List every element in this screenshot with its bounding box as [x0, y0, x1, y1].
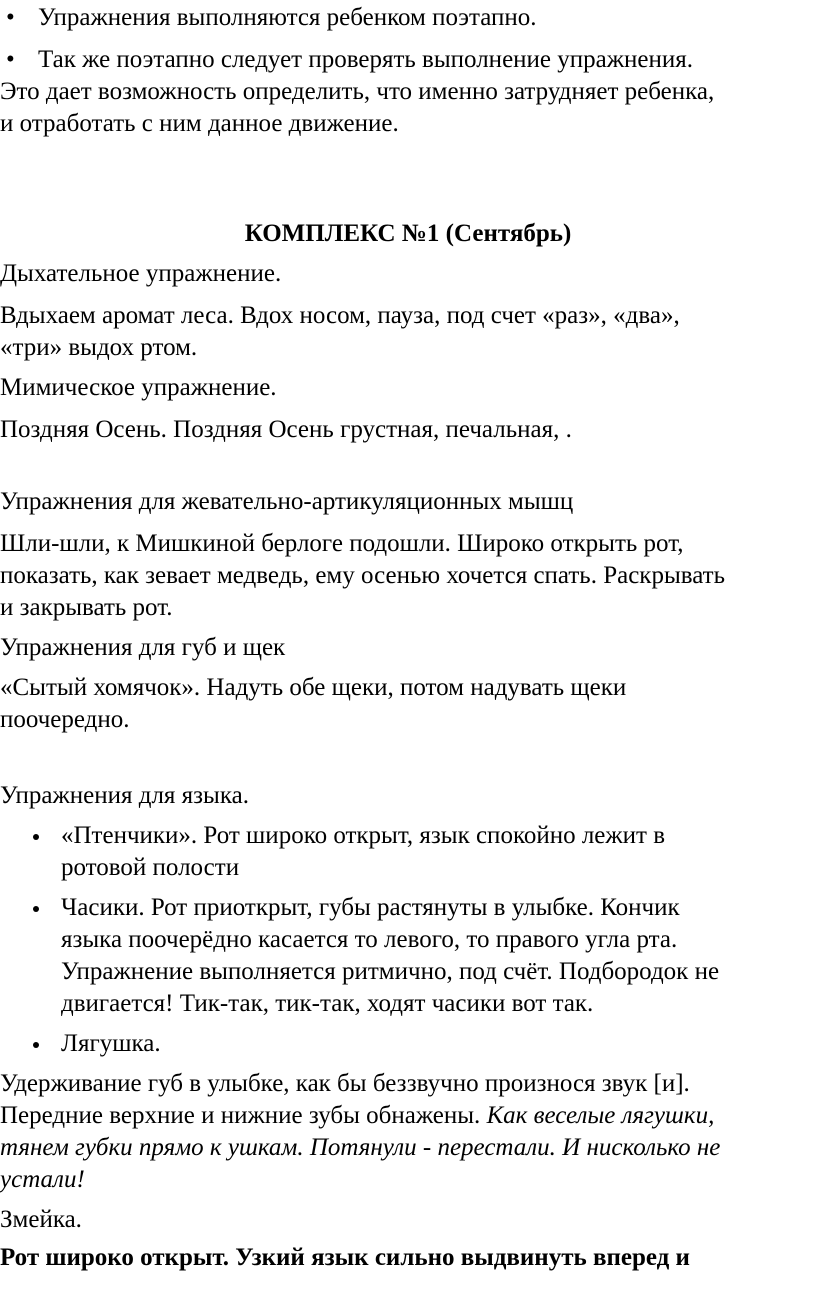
breathing-text: «три» выдох ртом.: [0, 334, 198, 361]
section-title: КОМПЛЕКС №1 (Сентябрь): [244, 220, 572, 247]
bullet-marker: •: [6, 46, 15, 73]
bullet-marker: •: [6, 4, 15, 31]
tongue-item-text: Упражнение выполняется ритмично, под счёт. Подбородок не: [61, 958, 720, 985]
tongue-item-text: языка поочерёдно касается то левого, то правого угла рта.: [61, 926, 678, 953]
bullet-dot: [33, 1042, 39, 1048]
breathing-text: Вдыхаем аромат леса. Вдох носом, пауза, под счет «раз», «два»,: [0, 302, 680, 329]
mimic-text: Поздняя Осень. Поздняя Осень грустная, печальная, .: [0, 416, 572, 443]
snake-heading: Змейка.: [0, 1206, 82, 1233]
tongue-item-text: Часики. Рот приоткрыт, губы растянуты в улыбке. Кончик: [61, 894, 680, 921]
snake-text: Рот широко открыт. Узкий язык сильно выдвинуть вперед и: [0, 1244, 690, 1271]
bullet-dot: [33, 906, 39, 912]
mimic-heading: Мимическое упражнение.: [0, 374, 277, 401]
intro-item-1: Упражнения выполняются ребенком поэтапно.: [38, 4, 537, 31]
tongue-item-text: «Птенчики». Рот широко открыт, язык спокойно лежит в: [61, 822, 666, 849]
breathing-heading: Дыхательное упражнение.: [0, 260, 282, 287]
lips-text: «Сытый хомячок». Надуть обе щеки, потом надувать щеки: [0, 674, 627, 701]
chewing-text: показать, как зевает медведь, ему осенью хочется спать. Раскрывать: [0, 562, 725, 589]
intro-item-2: Так же поэтапно следует проверять выполнение упражнения.: [38, 46, 693, 73]
chewing-text: Шли-шли, к Мишкиной берлоге подошли. Широко открыть рот,: [0, 530, 684, 557]
tongue-item-text: двигается! Тик-так, тик-так, ходят часики вот так.: [61, 990, 594, 1017]
chewing-heading: Упражнения для жевательно-артикуляционных мышц: [0, 488, 574, 515]
bullet-dot: [33, 834, 39, 840]
frog-text-italic: Как веселые лягушки,: [486, 1102, 715, 1129]
lips-text: поочередно.: [0, 706, 130, 733]
intro-item-2-continuation: Это дает возможность определить, что именно затрудняет ребенка,: [0, 78, 715, 105]
frog-text-normal: Передние верхние и нижние зубы обнажены.: [0, 1102, 487, 1129]
intro-item-2-continuation: и отработать с ним данное движение.: [0, 110, 399, 137]
frog-text-italic: устали!: [0, 1166, 85, 1193]
frog-text: [0, 1100, 714, 1132]
frog-text: Удерживание губ в улыбке, как бы беззвучно произнося звук [и].: [0, 1070, 690, 1097]
tongue-heading: Упражнения для языка.: [0, 782, 249, 809]
tongue-item-text: Лягушка.: [61, 1030, 161, 1057]
lips-heading: Упражнения для губ и щек: [0, 634, 286, 661]
tongue-item-text: ротовой полости: [61, 854, 240, 881]
frog-text-italic: тянем губки прямо к ушкам. Потянули - перестали. И нисколько не: [0, 1134, 721, 1161]
chewing-text: и закрывать рот.: [0, 594, 173, 621]
